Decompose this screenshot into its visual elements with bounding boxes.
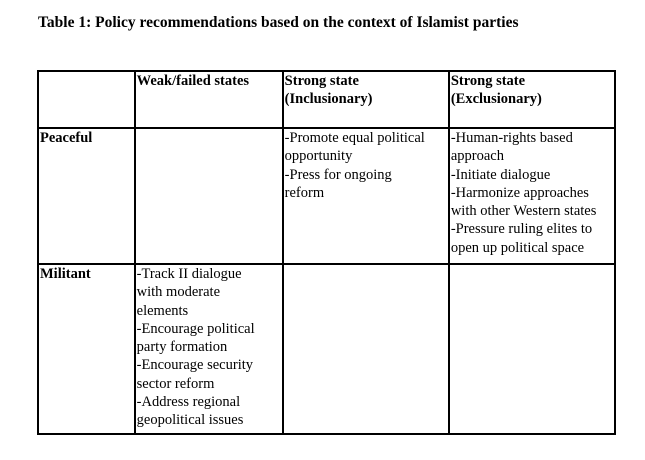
table-header-row <box>38 71 615 128</box>
cell-line: party formation <box>136 339 228 356</box>
cell-line: geopolitical issues <box>136 412 244 429</box>
table-caption: Table 1: Policy recommendations based on the context of Islamist parties <box>38 14 519 31</box>
cell-peaceful-inclusionary <box>283 128 449 264</box>
header-weak-failed-states: Weak/failed states <box>136 73 250 89</box>
header-strong-state-inclusionary-line1: Strong state <box>284 73 359 89</box>
header-strong-state-exclusionary-line2: (Exclusionary) <box>450 91 542 108</box>
row-label-cell-militant <box>38 264 135 434</box>
cell-line: -Harmonize approaches <box>450 184 589 201</box>
cell-line: -Encourage security <box>136 357 254 374</box>
cell-line: -Press for ongoing <box>284 166 392 183</box>
row-label-peaceful: Peaceful <box>40 130 93 146</box>
cell-line: -Pressure ruling elites to <box>450 221 593 238</box>
cell-line: reform <box>284 184 325 201</box>
header-strong-state-inclusionary-line2: (Inclusionary) <box>284 91 373 108</box>
cell-militant-exclusionary <box>449 264 615 434</box>
cell-line: open up political space <box>450 239 585 256</box>
cell-line: opportunity <box>284 148 353 165</box>
header-cell-strong-exclusionary <box>449 71 615 128</box>
cell-militant-inclusionary <box>283 264 449 434</box>
cell-line: -Human-rights based <box>450 130 573 146</box>
cell-line: -Initiate dialogue <box>450 166 551 183</box>
cell-line: -Address regional <box>136 394 241 411</box>
header-strong-state-exclusionary-line1: Strong state <box>450 73 526 89</box>
cell-line: elements <box>136 302 189 319</box>
cell-militant-weak-failed <box>135 264 283 434</box>
cell-peaceful-weak-failed <box>135 128 283 264</box>
cell-line: with moderate <box>136 284 221 301</box>
cell-peaceful-exclusionary <box>449 128 615 264</box>
row-label-militant: Militant <box>40 266 91 282</box>
cell-line: approach <box>450 148 504 165</box>
header-cell-strong-inclusionary <box>283 71 449 128</box>
row-label-cell-peaceful <box>38 128 135 264</box>
table-row-peaceful <box>38 128 615 264</box>
cell-line: -Encourage political <box>136 320 255 337</box>
policy-table <box>37 70 616 435</box>
header-cell-weak-failed-states <box>135 71 283 128</box>
cell-line: with other Western states <box>450 203 597 220</box>
header-cell-empty <box>38 71 135 128</box>
cell-line: -Track II dialogue <box>136 266 242 282</box>
cell-line: -Promote equal political <box>284 130 425 146</box>
table-row-militant <box>38 264 615 434</box>
cell-line: sector reform <box>136 375 215 392</box>
